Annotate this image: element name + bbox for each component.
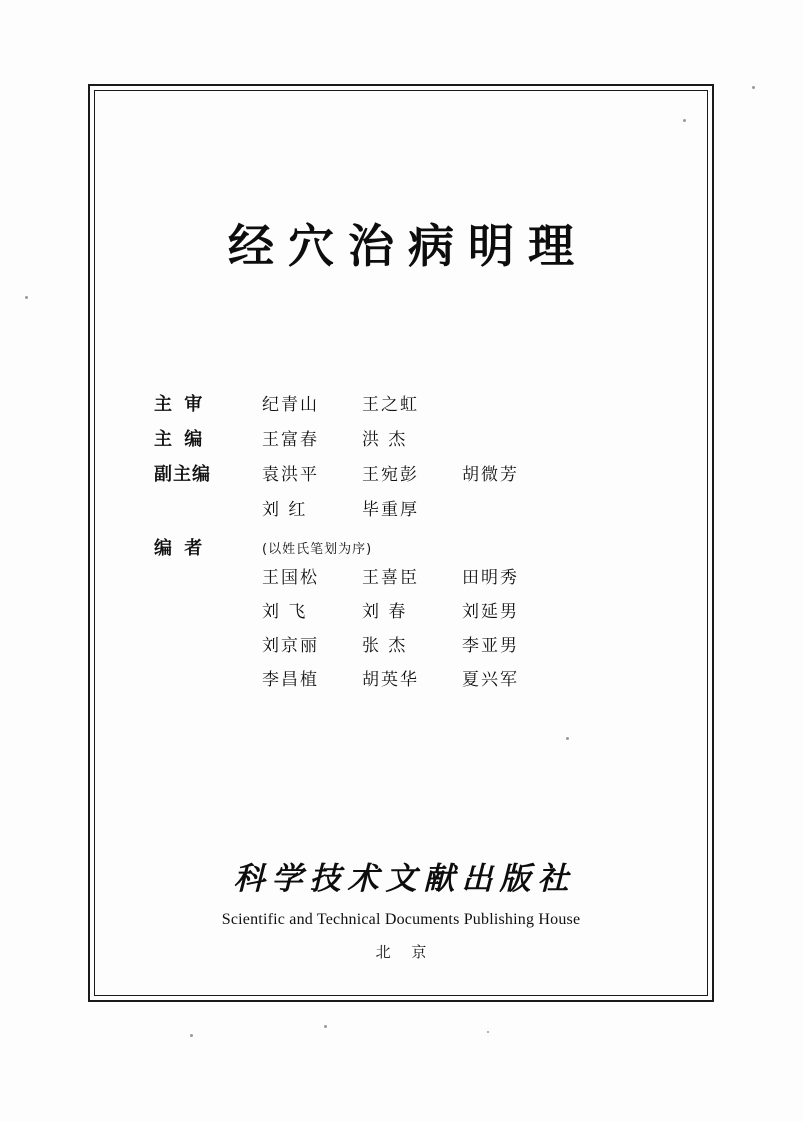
- credit-label: 主 编: [154, 429, 206, 450]
- person-name: 王国松: [262, 568, 319, 588]
- scan-speck: [324, 1025, 327, 1028]
- contributors-note: (以姓氏笔划为序): [262, 542, 373, 557]
- person-name: 田明秀: [462, 568, 519, 588]
- credit-row-chief-editor: [154, 425, 674, 451]
- credit-label: 主 审: [154, 394, 206, 415]
- credit-row-chief-reviewer: [154, 390, 674, 416]
- person-name: 王喜臣: [362, 568, 419, 588]
- person-name: 张 杰: [362, 636, 408, 656]
- person-name: 刘京丽: [262, 636, 319, 656]
- person-name: 夏兴军: [462, 670, 519, 690]
- person-name: 毕重厚: [362, 500, 419, 520]
- contributors-row: [262, 563, 674, 588]
- person-name: 胡英华: [362, 670, 419, 690]
- contributors-row: [262, 665, 674, 690]
- contributors-row: [262, 631, 674, 656]
- person-name: 刘延男: [462, 602, 519, 622]
- credit-names: [262, 390, 674, 415]
- credits-block: [154, 390, 674, 708]
- person-name: 李亚男: [462, 636, 519, 656]
- person-name: 洪 杰: [362, 430, 408, 450]
- contributors-note-wrap: [262, 534, 674, 699]
- person-name: 胡微芳: [462, 465, 519, 485]
- title-page-content: [94, 90, 708, 996]
- credit-names: [262, 495, 674, 520]
- person-name: 王之虹: [362, 395, 419, 415]
- credit-names: [262, 460, 674, 485]
- credit-label: 副主编: [154, 464, 211, 485]
- publisher-block: [94, 853, 708, 962]
- person-name: 袁洪平: [262, 465, 319, 485]
- credit-row-contributors: [154, 534, 674, 699]
- scan-speck: [752, 86, 755, 89]
- person-name: 刘 红: [262, 500, 308, 520]
- person-name: 纪青山: [262, 395, 319, 415]
- page-title: 经穴治病明理: [228, 219, 588, 273]
- scan-speck: [190, 1034, 193, 1037]
- person-name: 刘 飞: [262, 602, 308, 622]
- credit-label: 编 者: [154, 538, 206, 559]
- contributors-list: [262, 563, 674, 690]
- publisher-city: 北 京: [375, 943, 435, 961]
- scan-speck: [683, 119, 686, 122]
- credit-names: [262, 425, 674, 450]
- publisher-name-english: Scientific and Technical Documents Publishing House: [221, 911, 581, 928]
- scan-speck: [487, 1031, 489, 1033]
- contributors-row: [262, 597, 674, 622]
- person-name: 王富春: [262, 430, 319, 450]
- person-name: 刘 春: [362, 602, 408, 622]
- credit-row-associate-editor-cont: [154, 495, 674, 520]
- credit-row-associate-editor: [154, 460, 674, 486]
- person-name: 李昌植: [262, 670, 319, 690]
- scan-speck: [25, 296, 28, 299]
- person-name: 王宛彭: [362, 465, 419, 485]
- publisher-name-chinese: 科学技术文献出版社: [233, 861, 576, 897]
- scan-speck: [566, 737, 569, 740]
